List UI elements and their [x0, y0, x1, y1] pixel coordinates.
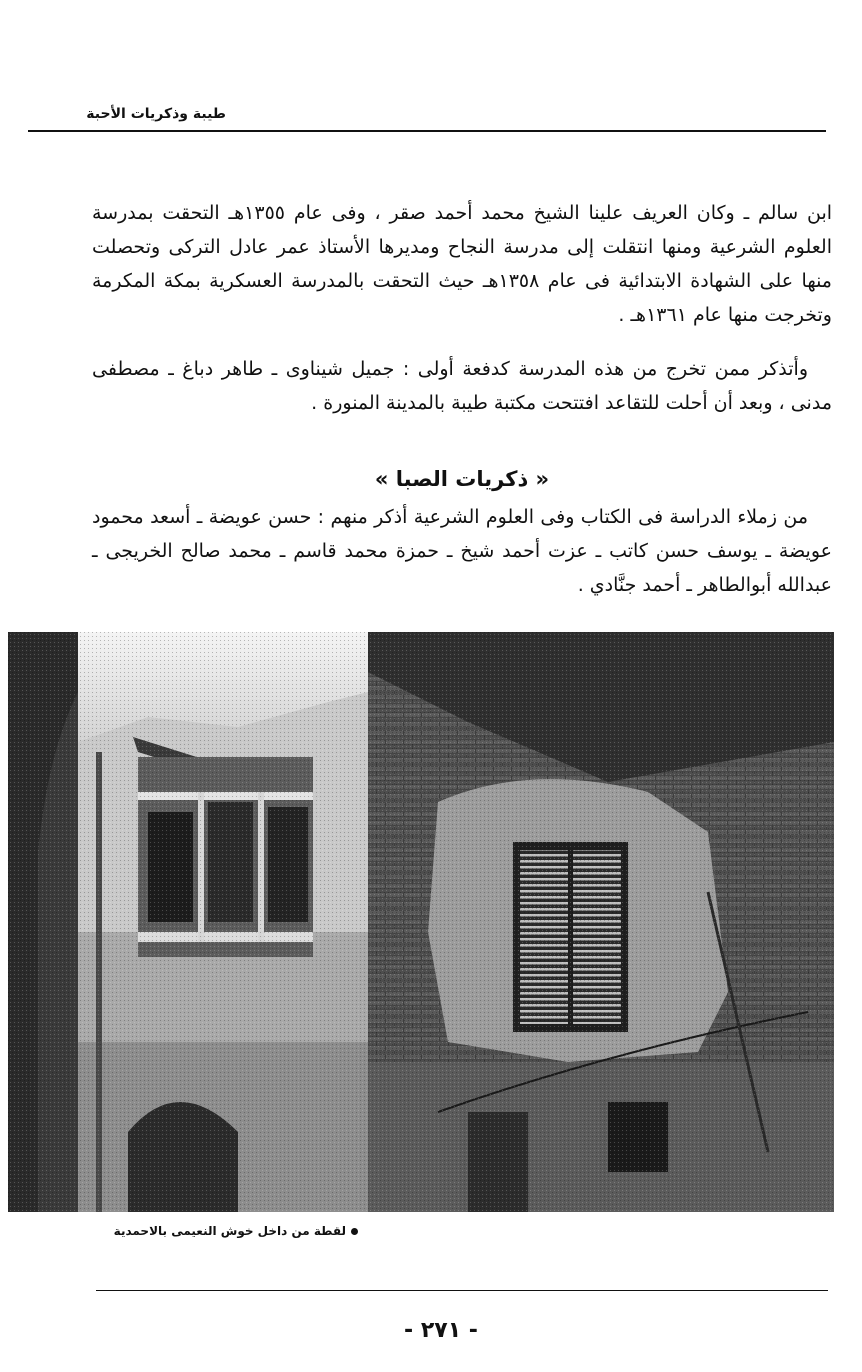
section-title: « ذكريات الصبا » [374, 467, 550, 491]
page-number: - ٢٧١ - [404, 1318, 478, 1343]
figure-caption [96, 1222, 358, 1240]
figure-caption-text: لقطة من داخل خوش النعيمى بالاحمدية [113, 1224, 346, 1238]
paragraph-2: وأتذكر ممن تخرج من هذه المدرسة كدفعة أولى : جميل شيناوى ـ طاهر دباغ ـ مصطفى مدنى ، وبعد أن أحلت للتقاعد افتتحت مكتبة طيبة بالمدينة المنورة . [92, 358, 832, 414]
header-rule [28, 130, 826, 132]
caption-bullet-icon [351, 1228, 358, 1235]
paragraph-1: ابن سالم ـ وكان العريف علينا الشيخ محمد أحمد صقر ، وفى عام ١٣٥٥هـ التحقت بمدرسة العلوم الشرعية ومنها انتقلت إلى مدرسة النجاح ومديرها الأستاذ عمر عادل التركى وتحصلت منها على الشهادة الابتدائية فى عام ١٣٥٨هـ حيث التحقت بالمدرسة العسكرية بمكة المكرمة وتخرجت منها عام ١٣٦١هـ . [92, 202, 833, 326]
running-header: طيبة وذكريات الأحبة [86, 106, 226, 122]
footer-rule [96, 1290, 828, 1291]
photograph-old-house-courtyard [8, 632, 834, 1212]
paragraph-3: من زملاء الدراسة فى الكتاب وفى العلوم الشرعية أذكر منهم : حسن عويضة ـ أسعد محمود عويضة ـ يوسف حسن كاتب ـ عزت أحمد شيخ ـ حمزة محمد قاسم ـ محمد صالح الخريجى ـ عبدالله أبوالطاهر ـ أحمد جنَّادي . [92, 506, 832, 596]
